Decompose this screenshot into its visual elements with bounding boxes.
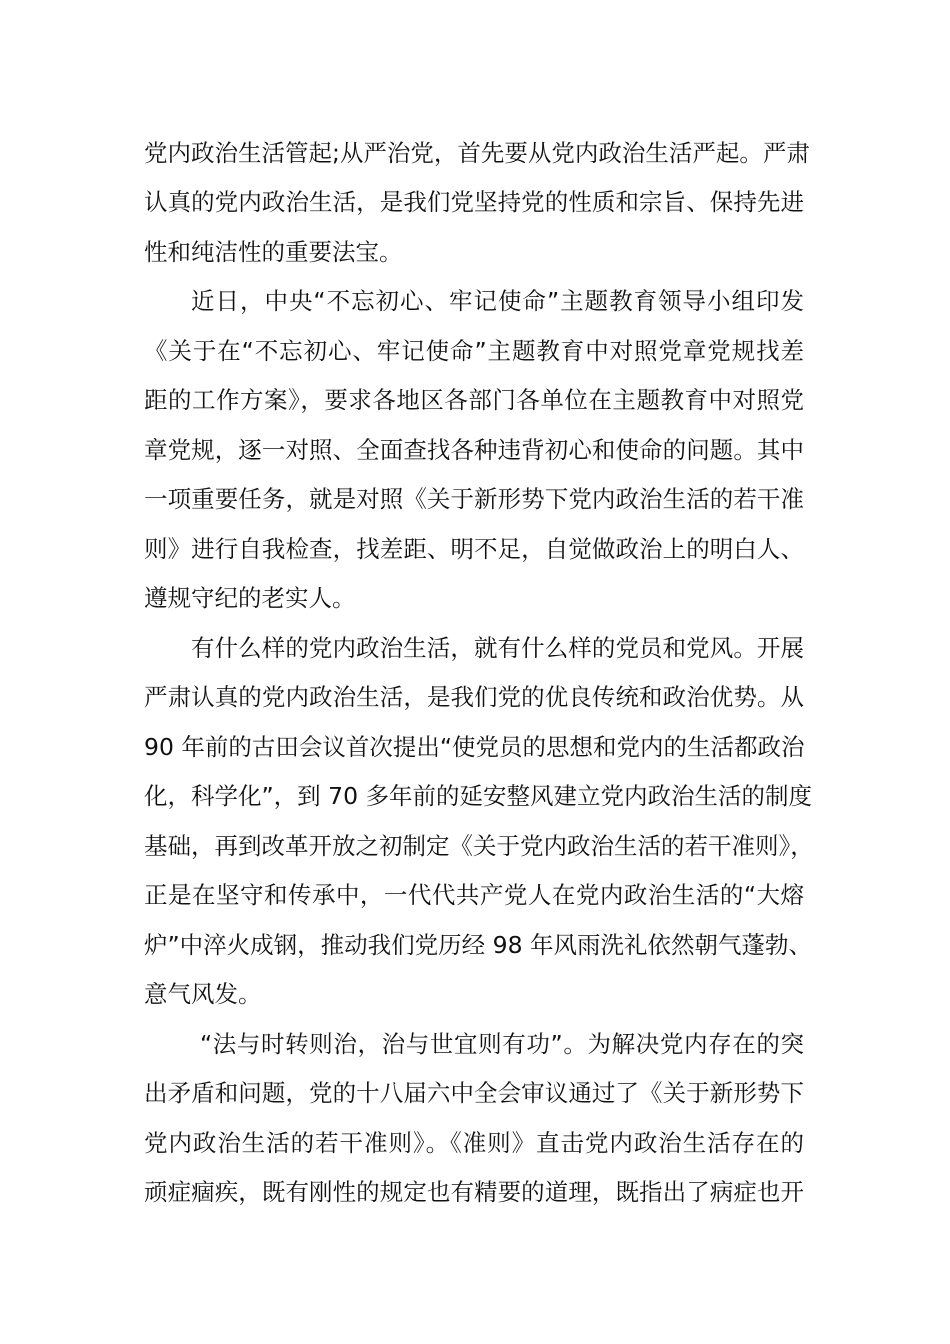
- text-line: 90 年前的古田会议首次提出“使党员的思想和党内的生活都政治: [144, 733, 805, 761]
- text-line: 出矛盾和问题，党的十八届六中全会审议通过了《关于新形势下: [144, 1079, 804, 1107]
- text-line: 性和纯洁性的重要法宝。: [144, 238, 403, 266]
- text-line: 章党规，逐一对照、全面查找各种违背初心和使命的问题。其中: [144, 436, 804, 464]
- text-line: 距的工作方案》，要求各地区各部门各单位在主题教育中对照党: [144, 386, 804, 414]
- text-line: 化，科学化”，到 70 多年前的延安整风建立党内政治生活的制度: [144, 782, 813, 810]
- text-line: 认真的党内政治生活，是我们党坚持党的性质和宗旨、保持先进: [144, 188, 804, 216]
- text-line: 炉”中淬火成钢，推动我们党历经 98 年风雨洗礼依然朝气蓬勃、: [144, 931, 813, 959]
- text-line: 《关于在“不忘初心、牢记使命”主题教育中对照党章党规找差: [144, 337, 804, 365]
- text-line: 党内政治生活的若干准则》。《准则》直击党内政治生活存在的: [144, 1129, 804, 1157]
- text-line: 近日，中央“不忘初心、牢记使命”主题教育领导小组印发: [191, 287, 804, 315]
- text-line: 基础，再到改革开放之初制定《关于党内政治生活的若干准则》，: [144, 832, 814, 860]
- text-line: 严肃认真的党内政治生活，是我们党的优良传统和政治优势。从: [144, 683, 804, 711]
- text-line: 遵规守纪的老实人。: [144, 584, 356, 612]
- text-line: 正是在坚守和传承中，一代代共产党人在党内政治生活的“大熔: [144, 881, 804, 909]
- text-line: 顽症痼疾，既有刚性的规定也有精要的道理，既指出了病症也开: [144, 1178, 804, 1206]
- text-line: 意气风发。: [144, 980, 262, 1008]
- text-line: 一项重要任务，就是对照《关于新形势下党内政治生活的若干准: [144, 485, 804, 513]
- text-line: 党内政治生活管起;从严治党，首先要从党内政治生活严起。严肃: [144, 139, 810, 167]
- text-line: “法与时转则治，治与世宜则有功”。为解决党内存在的突: [200, 1030, 804, 1058]
- text-line: 有什么样的党内政治生活，就有什么样的党员和党风。开展: [191, 634, 804, 662]
- text-line: 则》进行自我检查，找差距、明不足，自觉做政治上的明白人、: [144, 535, 804, 563]
